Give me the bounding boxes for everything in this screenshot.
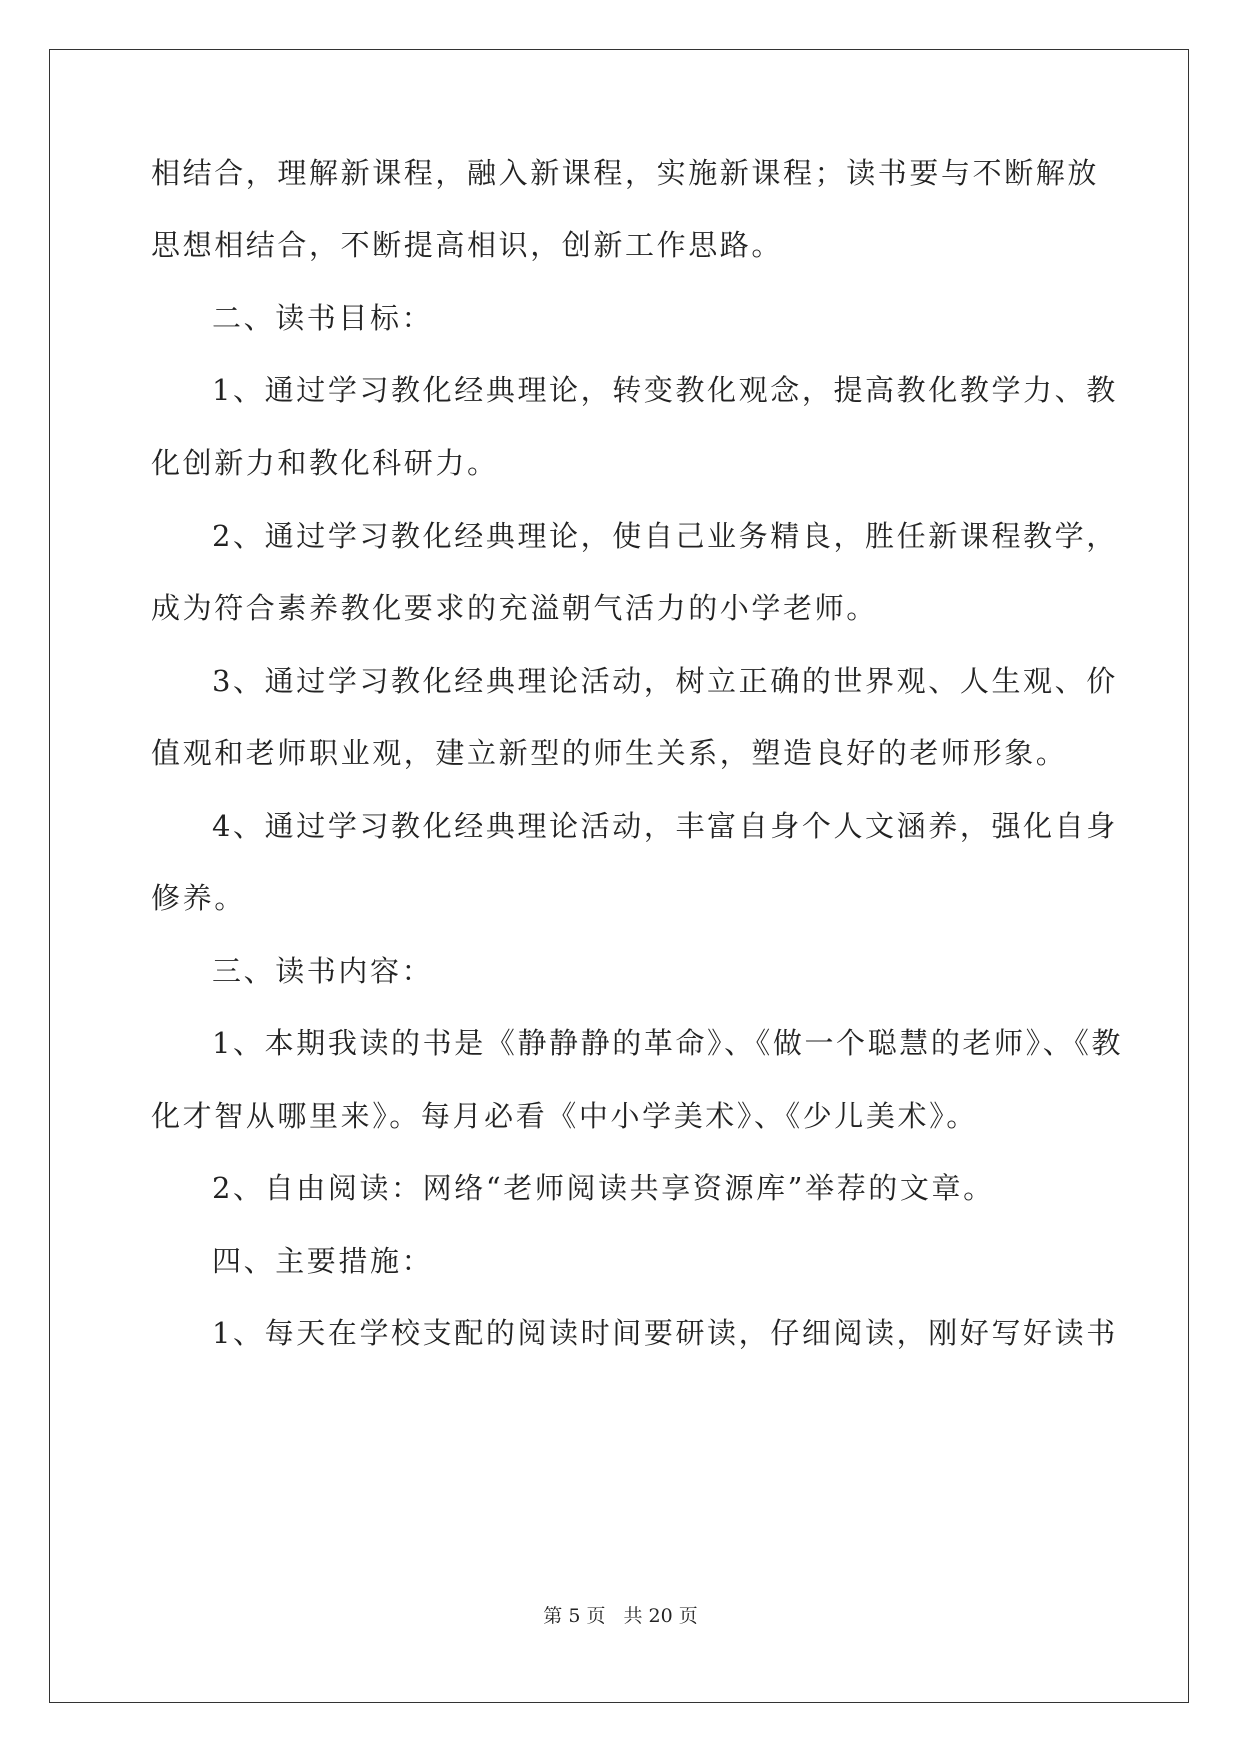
text-line: 1、通过学习教化经典理论，转变教化观念，提高教化教学力、教 — [212, 373, 1118, 407]
page-number: 第 5 页 — [543, 1605, 606, 1627]
text-line: 1、本期我读的书是《静静静的革命》、《做一个聪慧的老师》、《教 — [212, 1026, 1124, 1060]
text-line: 2、自由阅读：网络“老师阅读共享资源库”举荐的文章。 — [212, 1171, 995, 1205]
text-line: 思想相结合，不断提高相识，创新工作思路。 — [151, 228, 784, 262]
text-line: 修养。 — [151, 881, 246, 915]
text-line: 2、通过学习教化经典理论，使自己业务精良，胜任新课程教学， — [212, 519, 1118, 553]
text-line: 3、通过学习教化经典理论活动，树立正确的世界观、人生观、价 — [212, 664, 1118, 698]
text-line: 4、通过学习教化经典理论活动，丰富自身个人文涵养，强化自身 — [212, 809, 1118, 843]
section-heading: 三、读书内容： — [212, 954, 434, 988]
text-line: 1、每天在学校支配的阅读时间要研读，仔细阅读，刚好写好读书 — [212, 1316, 1118, 1350]
page-total: 共 20 页 — [623, 1605, 698, 1627]
page-footer — [0, 1603, 1241, 1629]
section-heading: 四、主要措施： — [212, 1244, 434, 1278]
text-line: 值观和老师职业观，建立新型的师生关系，塑造良好的老师形象。 — [151, 736, 1068, 770]
text-line: 化才智从哪里来》。每月必看《中小学美术》、《少儿美术》。 — [151, 1099, 978, 1133]
text-line: 相结合，理解新课程，融入新课程，实施新课程；读书要与不断解放 — [151, 156, 1100, 190]
text-line: 成为符合素养教化要求的充溢朝气活力的小学老师。 — [151, 591, 878, 625]
text-line: 化创新力和教化科研力。 — [151, 446, 499, 480]
section-heading: 二、读书目标： — [212, 301, 434, 335]
